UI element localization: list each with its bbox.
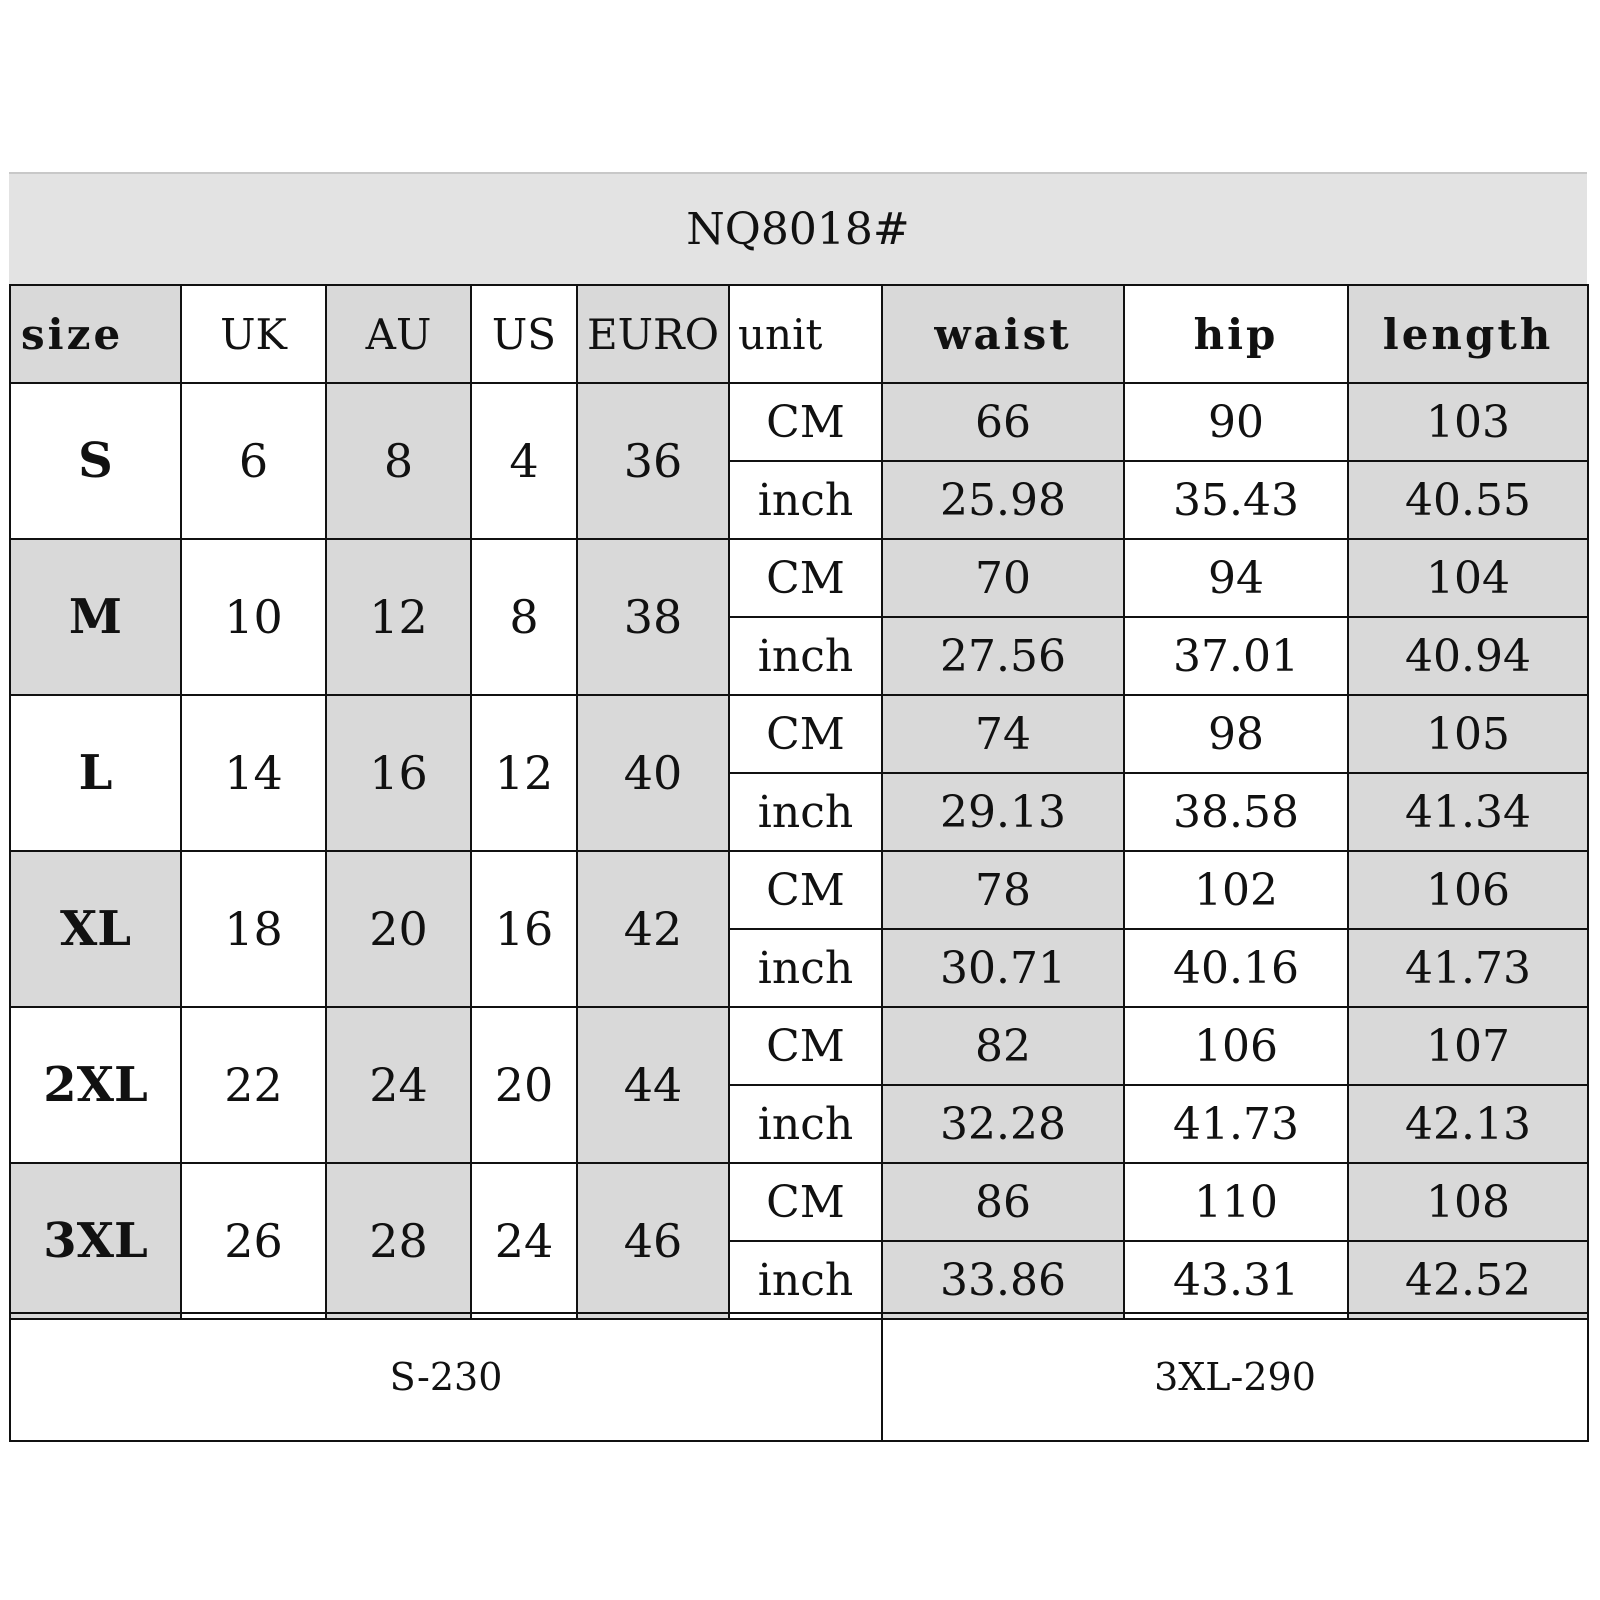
length-cell: 107 (1348, 1007, 1588, 1085)
euro-cell: 38 (577, 539, 729, 695)
us-cell: 4 (471, 383, 577, 539)
size-chart (9, 172, 1587, 1438)
unit-cell: CM (729, 851, 882, 929)
euro-cell: 36 (577, 383, 729, 539)
length-cell: 40.94 (1348, 617, 1588, 695)
header-length: length (1348, 285, 1588, 383)
hip-cell: 98 (1124, 695, 1348, 773)
hip-cell: 43.31 (1124, 1241, 1348, 1319)
au-cell: 16 (326, 695, 471, 851)
hip-cell: 35.43 (1124, 461, 1348, 539)
length-cell: 41.34 (1348, 773, 1588, 851)
euro-cell: 44 (577, 1007, 729, 1163)
au-cell: 8 (326, 383, 471, 539)
unit-cell: inch (729, 461, 882, 539)
waist-cell: 74 (882, 695, 1124, 773)
header-waist: waist (882, 285, 1124, 383)
uk-cell: 22 (181, 1007, 326, 1163)
header-row (10, 285, 1588, 383)
hip-cell: 94 (1124, 539, 1348, 617)
hip-cell: 90 (1124, 383, 1348, 461)
unit-cell: inch (729, 1085, 882, 1163)
waist-cell: 33.86 (882, 1241, 1124, 1319)
size-cell: M (10, 539, 181, 695)
euro-cell: 46 (577, 1163, 729, 1319)
us-cell: 16 (471, 851, 577, 1007)
waist-cell: 66 (882, 383, 1124, 461)
au-cell: 28 (326, 1163, 471, 1319)
table-row (10, 383, 1588, 461)
size-table (9, 284, 1589, 1320)
waist-cell: 78 (882, 851, 1124, 929)
waist-cell: 29.13 (882, 773, 1124, 851)
us-cell: 20 (471, 1007, 577, 1163)
waist-cell: 70 (882, 539, 1124, 617)
us-cell: 12 (471, 695, 577, 851)
table-row (10, 539, 1588, 617)
unit-cell: inch (729, 617, 882, 695)
header-hip: hip (1124, 285, 1348, 383)
length-cell: 41.73 (1348, 929, 1588, 1007)
us-cell: 8 (471, 539, 577, 695)
price-large: 3XL-290 (882, 1313, 1588, 1441)
size-cell: S (10, 383, 181, 539)
hip-cell: 110 (1124, 1163, 1348, 1241)
waist-cell: 25.98 (882, 461, 1124, 539)
waist-cell: 30.71 (882, 929, 1124, 1007)
size-cell: XL (10, 851, 181, 1007)
table-row (10, 695, 1588, 773)
header-us: US (471, 285, 577, 383)
unit-cell: CM (729, 383, 882, 461)
unit-cell: inch (729, 929, 882, 1007)
chart-title: NQ8018# (9, 172, 1587, 284)
length-cell: 103 (1348, 383, 1588, 461)
size-cell: 2XL (10, 1007, 181, 1163)
table-row (10, 1163, 1588, 1241)
length-cell: 42.13 (1348, 1085, 1588, 1163)
size-cell: 3XL (10, 1163, 181, 1319)
hip-cell: 41.73 (1124, 1085, 1348, 1163)
header-uk: UK (181, 285, 326, 383)
waist-cell: 32.28 (882, 1085, 1124, 1163)
price-table (9, 1312, 1589, 1442)
header-euro: EURO (577, 285, 729, 383)
unit-cell: CM (729, 1007, 882, 1085)
unit-cell: CM (729, 695, 882, 773)
uk-cell: 10 (181, 539, 326, 695)
hip-cell: 37.01 (1124, 617, 1348, 695)
header-au: AU (326, 285, 471, 383)
waist-cell: 27.56 (882, 617, 1124, 695)
unit-cell: inch (729, 1241, 882, 1319)
uk-cell: 14 (181, 695, 326, 851)
hip-cell: 40.16 (1124, 929, 1348, 1007)
au-cell: 12 (326, 539, 471, 695)
length-cell: 106 (1348, 851, 1588, 929)
waist-cell: 86 (882, 1163, 1124, 1241)
uk-cell: 6 (181, 383, 326, 539)
table-row (10, 851, 1588, 929)
length-cell: 104 (1348, 539, 1588, 617)
waist-cell: 82 (882, 1007, 1124, 1085)
unit-cell: CM (729, 539, 882, 617)
uk-cell: 26 (181, 1163, 326, 1319)
hip-cell: 38.58 (1124, 773, 1348, 851)
euro-cell: 40 (577, 695, 729, 851)
uk-cell: 18 (181, 851, 326, 1007)
au-cell: 20 (326, 851, 471, 1007)
price-row (10, 1313, 1588, 1441)
price-small: S-230 (10, 1313, 882, 1441)
length-cell: 40.55 (1348, 461, 1588, 539)
unit-cell: inch (729, 773, 882, 851)
header-unit: unit (729, 285, 882, 383)
length-cell: 105 (1348, 695, 1588, 773)
au-cell: 24 (326, 1007, 471, 1163)
table-row (10, 1007, 1588, 1085)
hip-cell: 102 (1124, 851, 1348, 929)
size-cell: L (10, 695, 181, 851)
length-cell: 108 (1348, 1163, 1588, 1241)
hip-cell: 106 (1124, 1007, 1348, 1085)
length-cell: 42.52 (1348, 1241, 1588, 1319)
header-size: size (10, 285, 181, 383)
us-cell: 24 (471, 1163, 577, 1319)
euro-cell: 42 (577, 851, 729, 1007)
unit-cell: CM (729, 1163, 882, 1241)
